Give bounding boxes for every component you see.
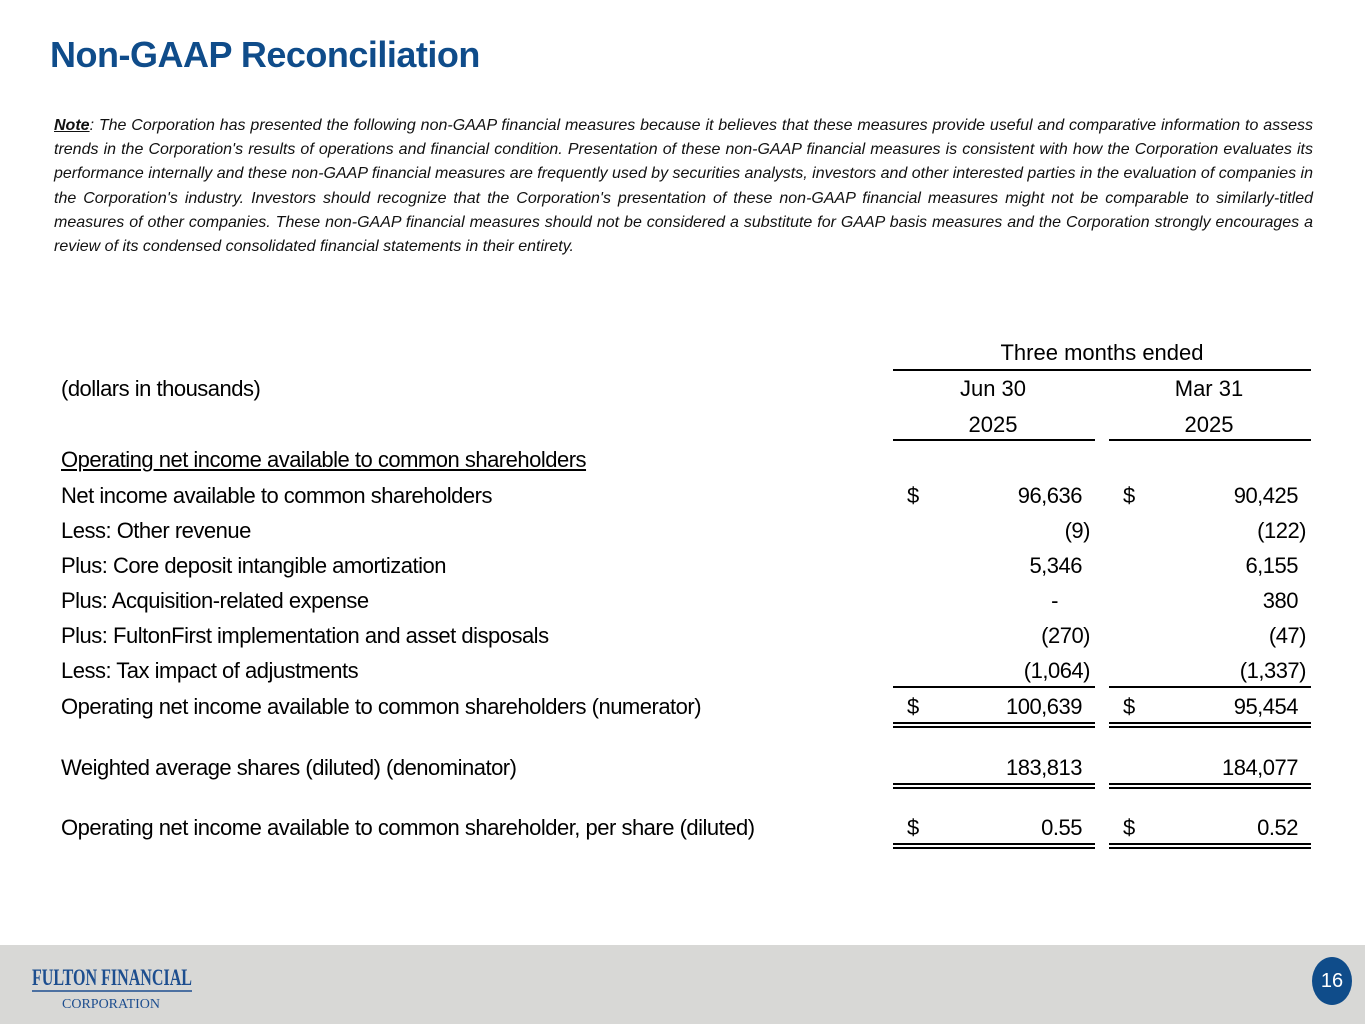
row-value-col-1: 183,813 <box>1005 755 1082 780</box>
row-value-col-2: 95,454 <box>1233 694 1298 719</box>
page-number-badge: 16 <box>1312 957 1352 1005</box>
row-label: Less: Other revenue <box>61 518 251 543</box>
page-title: Non-GAAP Reconciliation <box>50 34 480 75</box>
currency-symbol: $ <box>1123 483 1136 508</box>
note-text: : The Corporation has presented the following non-GAAP financial measures because it believes that these measures provide useful and comparative information to assess trends in the Corporation's results of operations and financial condition. Presentation of these non-GAAP financial measures is consistent with how the Corporation evaluates its performance internally and these non-GAAP financial measures are frequently used by securities analysts, investors and other interested parties in the evaluation of companies in the Corporation's industry. Investors should recognize that the Corporation's presentation of these non-GAAP financial measures might not be comparable to similarly-titled measures of other companies. These non-GAAP financial measures should not be considered a substitute for GAAP basis measures and the Corporation strongly encourages a review of its condensed consolidated financial statements in their entirety. <box>54 117 1313 256</box>
row-label: Weighted average shares (diluted) (denominator) <box>61 755 517 780</box>
header-rule <box>893 369 1311 371</box>
section-title: Operating net income available to common shareholders <box>61 447 587 472</box>
fulton-financial-logo <box>30 960 195 1012</box>
row-value-col-2: 6,155 <box>1245 553 1298 578</box>
total-double-rule <box>1109 722 1311 728</box>
logo-text-line-1: FULTON FINANCIAL <box>32 965 192 990</box>
note-paragraph <box>54 114 1313 259</box>
row-value-col-2: (122) <box>1257 518 1306 543</box>
total-double-rule <box>893 783 1095 789</box>
row-value-col-2: (1,337) <box>1239 658 1306 683</box>
total-double-rule <box>1109 843 1311 849</box>
row-label: Net income available to common shareholders <box>61 483 492 508</box>
row-value-col-1: 96,636 <box>1017 483 1082 508</box>
col-2-year: 2025 <box>1184 412 1234 437</box>
subtotal-rule <box>893 686 1095 688</box>
currency-symbol: $ <box>1123 694 1136 719</box>
col-2-header-rule <box>1109 439 1311 441</box>
row-value-col-1: 5,346 <box>1029 553 1082 578</box>
row-value-col-1: (270) <box>1041 623 1090 648</box>
row-label: Plus: Acquisition-related expense <box>61 588 369 613</box>
col-1-month: Jun 30 <box>959 376 1027 401</box>
row-value-col-1: 0.55 <box>1041 815 1082 840</box>
row-label: Plus: FultonFirst implementation and asset disposals <box>61 623 549 648</box>
row-value-col-2: 90,425 <box>1233 483 1298 508</box>
currency-symbol: $ <box>907 483 920 508</box>
row-value-col-2: 0.52 <box>1257 815 1298 840</box>
period-header: Three months ended <box>1000 340 1204 365</box>
col-2-month: Mar 31 <box>1174 376 1244 401</box>
note-label: Note <box>54 117 90 134</box>
row-value-col-2: 184,077 <box>1221 755 1298 780</box>
col-1-year: 2025 <box>968 412 1018 437</box>
total-double-rule <box>1109 783 1311 789</box>
row-label: Plus: Core deposit intangible amortization <box>61 553 447 578</box>
row-label: Operating net income available to common shareholder, per share (diluted) <box>61 815 755 840</box>
logo-text-line-2: CORPORATION <box>62 997 160 1012</box>
row-value-col-1: - <box>1051 588 1058 613</box>
row-value-col-1: (1,064) <box>1023 658 1090 683</box>
total-double-rule <box>893 843 1095 849</box>
row-value-col-1: 100,639 <box>1005 694 1082 719</box>
total-double-rule <box>893 722 1095 728</box>
currency-symbol: $ <box>907 815 920 840</box>
footer-bar <box>0 945 1365 1024</box>
row-label: Less: Tax impact of adjustments <box>61 658 359 683</box>
row-value-col-2: 380 <box>1262 588 1298 613</box>
col-1-header-rule <box>893 439 1095 441</box>
currency-symbol: $ <box>907 694 920 719</box>
row-label: Operating net income available to common shareholders (numerator) <box>61 694 702 719</box>
subtotal-rule <box>1109 686 1311 688</box>
row-value-col-1: (9) <box>1064 518 1090 543</box>
row-value-col-2: (47) <box>1268 623 1306 648</box>
currency-symbol: $ <box>1123 815 1136 840</box>
units-label: (dollars in thousands) <box>61 376 261 401</box>
